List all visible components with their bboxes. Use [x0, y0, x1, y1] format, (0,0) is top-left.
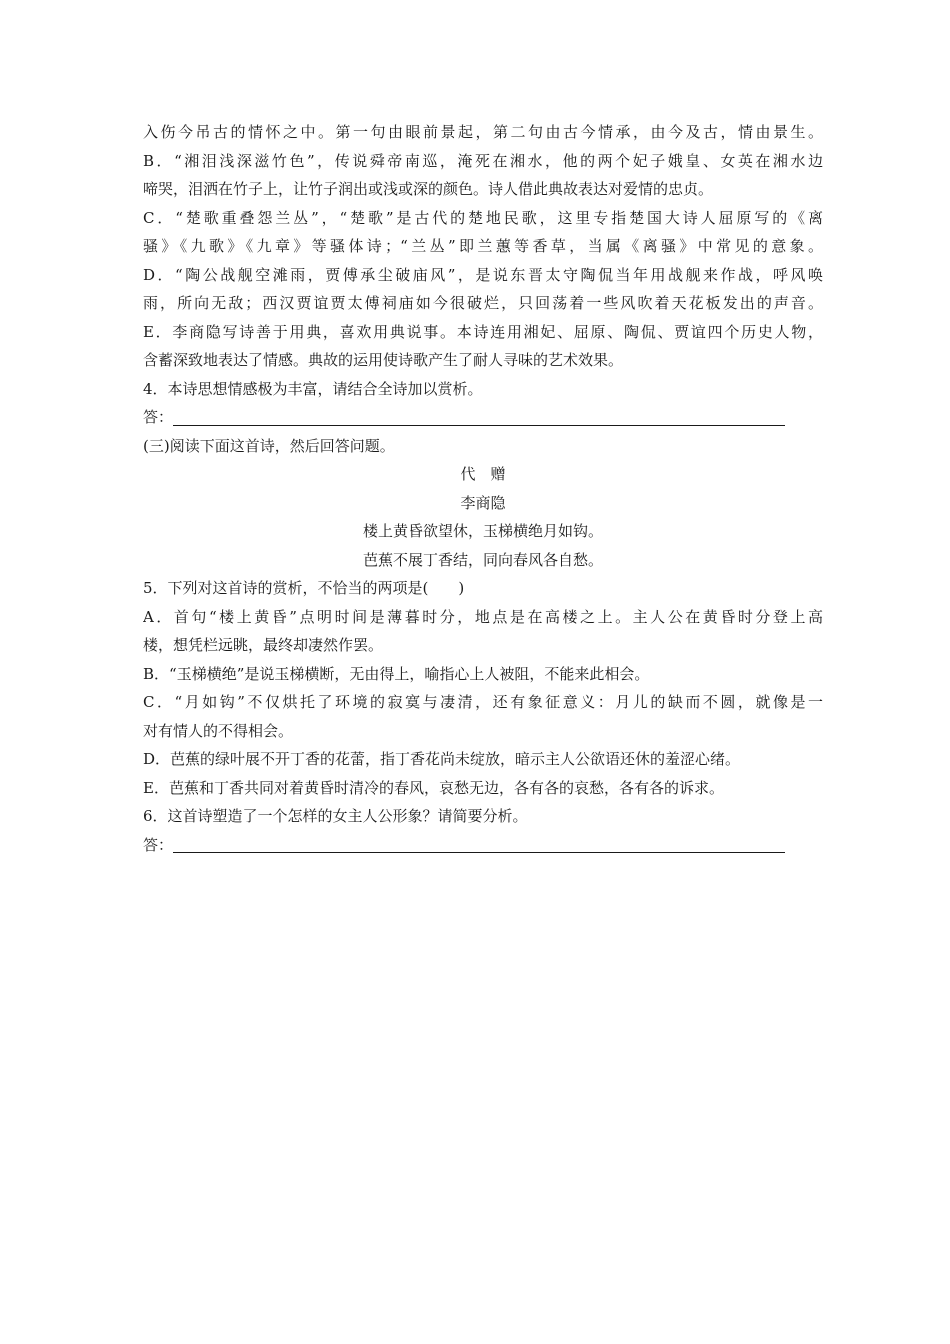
answer-row-6: [143, 831, 823, 860]
option-e-line-2: 含蓄深致地表达了情感。典故的运用使诗歌产生了耐人寻味的艺术效果。: [143, 351, 624, 369]
document-page: [143, 118, 823, 859]
section-3-heading: (三)阅读下面这首诗，然后回答问题。: [143, 436, 395, 455]
answer-label: 答：: [143, 408, 174, 426]
question-4: 4．本诗思想情感极为丰富，请结合全诗加以赏析。: [143, 379, 483, 398]
poem-title-text: 代 赠: [460, 465, 506, 483]
q5-option-e: E．芭蕉和丁香共同对着黄昏时清冷的春风，哀愁无边，各有各的哀愁，各有各的诉求。: [143, 778, 724, 797]
option-c-line-1: C．“楚歌重叠怨兰丛”，“楚歌”是古代的楚地民歌，这里专指楚国大诗人屈原写的《离: [143, 208, 823, 227]
answer-label: 答：: [143, 835, 174, 854]
paragraph-line: 入伤今吊古的情怀之中。第一句由眼前景起，第二句由古今情承，由今及古，情由景生。: [143, 123, 823, 141]
poem-title: [143, 460, 823, 489]
option-b-line-1: B．“湘泪浅深滋竹色”，传说舜帝南巡，淹死在湘水，他的两个妃子娥皇、女英在湘水边: [143, 151, 823, 170]
q5-option-a-line-2: 楼，想凭栏远眺，最终却凄然作罢。: [143, 636, 384, 654]
option-d-line-1: D．“陶公战舰空滩雨，贾傅承尘破庙风”，是说东晋太守陶侃当年用战舰来作战，呼风唤: [143, 265, 823, 284]
option-e-line-1: E．李商隐写诗善于用典，喜欢用典说事。本诗连用湘妃、屈原、陶侃、贾谊四个历史人物，: [143, 322, 823, 341]
option-c-line-2: 骚》《九歌》《九章》等骚体诗；“兰丛”即兰蕙等香草，当属《离骚》中常见的意象。: [143, 237, 823, 255]
poem-line-1: 楼上黄昏欲望休，玉梯横绝月如钩。: [362, 522, 603, 540]
answer-row-4: [143, 403, 823, 432]
question-6: 6．这首诗塑造了一个怎样的女主人公形象？请简要分析。: [143, 807, 528, 825]
question-5: 5．下列对这首诗的赏析，不恰当的两项是( ): [143, 579, 465, 597]
q5-option-d: D．芭蕉的绿叶展不开丁香的花蕾，指丁香花尚未绽放，暗示主人公欲语还休的羞涩心绪。: [143, 750, 741, 768]
q5-option-b: B．“玉梯横绝”是说玉梯横断，无由得上，喻指心上人被阻，不能来此相会。: [143, 664, 650, 683]
q5-option-c-line-1: C．“月如钩”不仅烘托了环境的寂寞与凄清，还有象征意义：月儿的缺而不圆，就像是一: [143, 693, 823, 711]
q5-option-a-line-1: A．首句“楼上黄昏”点明时间是薄暮时分，地点是在高楼之上。主人公在黄昏时分登上高: [143, 607, 823, 626]
poem-line-2: 芭蕉不展丁香结，同向春风各自愁。: [362, 550, 603, 569]
option-b-line-2: 啼哭，泪洒在竹子上，让竹子润出或浅或深的颜色。诗人借此典故表达对爱情的忠贞。: [143, 180, 714, 198]
poem-author: 李商隐: [460, 493, 506, 512]
q5-option-c-line-2: 对有情人的不得相会。: [143, 721, 294, 740]
answer-blank-line[interactable]: [173, 834, 785, 853]
answer-blank-line[interactable]: [173, 407, 785, 426]
option-d-line-2: 雨，所向无敌；西汉贾谊贾太傅祠庙如今很破烂，只回荡着一些风吹着天花板发出的声音。: [143, 294, 823, 312]
